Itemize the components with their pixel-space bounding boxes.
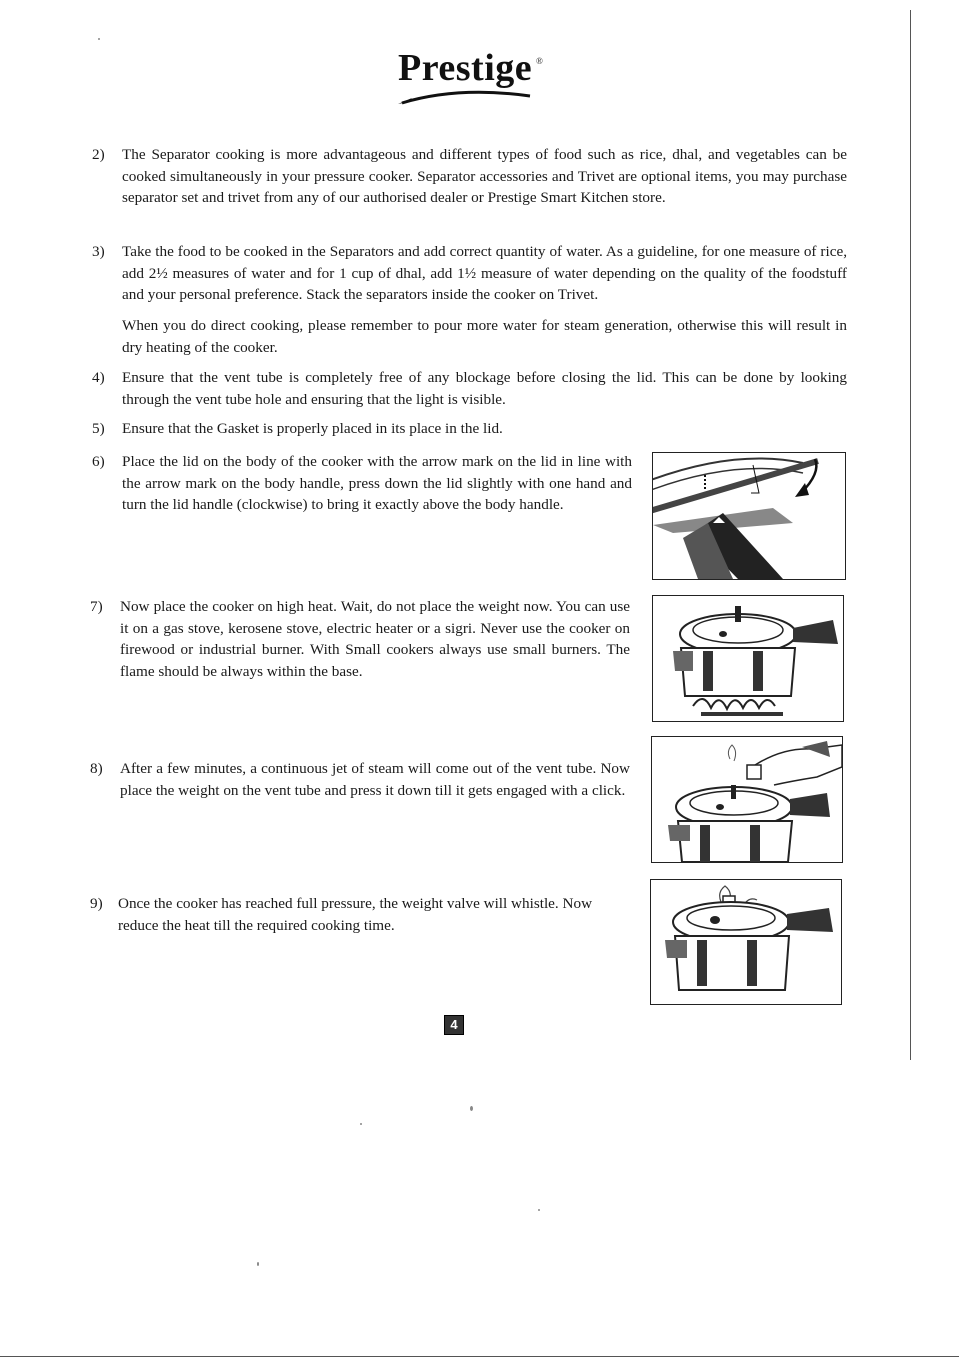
brand-name: Prestige <box>398 47 533 89</box>
scan-speck <box>538 1209 540 1211</box>
item-number: 6) <box>92 453 105 470</box>
item-number: 7) <box>90 598 103 615</box>
item-note: When you do direct cooking, please remember to pour more water for steam generation, otherwise this will result in dry heating of the cooker. <box>122 317 847 356</box>
scan-speck <box>360 1123 362 1125</box>
item-text: After a few minutes, a continuous jet of steam will come out of the vent tube. Now place the weight on the vent tube and press it down till it gets engaged with a click. <box>120 760 630 799</box>
item-text: The Separator cooking is more advantageous and different types of food such as rice, dhal, and vegetables can be cooked simultaneously in your pressure cooker. Separator accessories and Trivet are optional items, you may purchase separator set and trivet from any of our authorised dealer or Prestige Smart Kitchen store. <box>122 146 847 206</box>
item-text: Ensure that the Gasket is properly placed in its place in the lid. <box>122 420 503 437</box>
logo-swoosh-icon <box>398 88 548 106</box>
item-text: Take the food to be cooked in the Separators and add correct quantity of water. As a guideline, for one measure of rice, add 2½ measures of water and for 1 cup of dhal, add 1½ measure of water depending on the quality of the foodstuff and your personal preference. Stack the separators inside the cooker on Trivet. <box>122 243 847 303</box>
registered-mark: ® <box>536 56 543 66</box>
scan-speck <box>470 1106 473 1111</box>
item-number: 5) <box>92 420 105 437</box>
lid-alignment-icon <box>653 453 845 579</box>
whistling-cooker-icon <box>651 880 841 1004</box>
scan-speck <box>257 1262 259 1266</box>
item-text: Once the cooker has reached full pressure, the weight valve will whistle. Now reduce the heat till the required cooking time. <box>118 895 593 934</box>
scan-edge-line <box>910 10 911 1060</box>
item-text: Now place the cooker on high heat. Wait, do not place the weight now. You can use it on a gas stove, kerosene stove, electric heater or a sigri. Never use the cooker on firewood or industrial burner. With Small cookers always use small burners. The flame should be always within the base. <box>120 598 630 680</box>
item-text: Place the lid on the body of the cooker with the arrow mark on the lid in line with the arrow mark on the body handle, press down the lid slightly with one hand and turn the lid handle (clockwise) to bring it exactly above the body handle. <box>122 453 632 513</box>
page-number: 4 <box>444 1015 464 1035</box>
scan-bottom-line <box>0 1356 959 1357</box>
item-number: 3) <box>92 243 105 260</box>
item-number: 2) <box>92 146 105 163</box>
item-number: 9) <box>90 895 103 912</box>
whistling-cooker-illustration <box>650 879 842 1005</box>
item-number: 8) <box>90 760 103 777</box>
brand-logo <box>398 46 548 106</box>
placing-weight-icon <box>652 737 842 862</box>
cooker-flame-icon <box>653 596 843 721</box>
lid-alignment-illustration <box>652 452 846 580</box>
item-number: 4) <box>92 369 105 386</box>
placing-weight-illustration <box>651 736 843 863</box>
scan-speck <box>98 38 100 40</box>
item-text: Ensure that the vent tube is completely free of any blockage before closing the lid. This can be done by looking through the vent tube hole and ensuring that the light is visible. <box>122 369 847 408</box>
cooker-on-flame-illustration <box>652 595 844 722</box>
